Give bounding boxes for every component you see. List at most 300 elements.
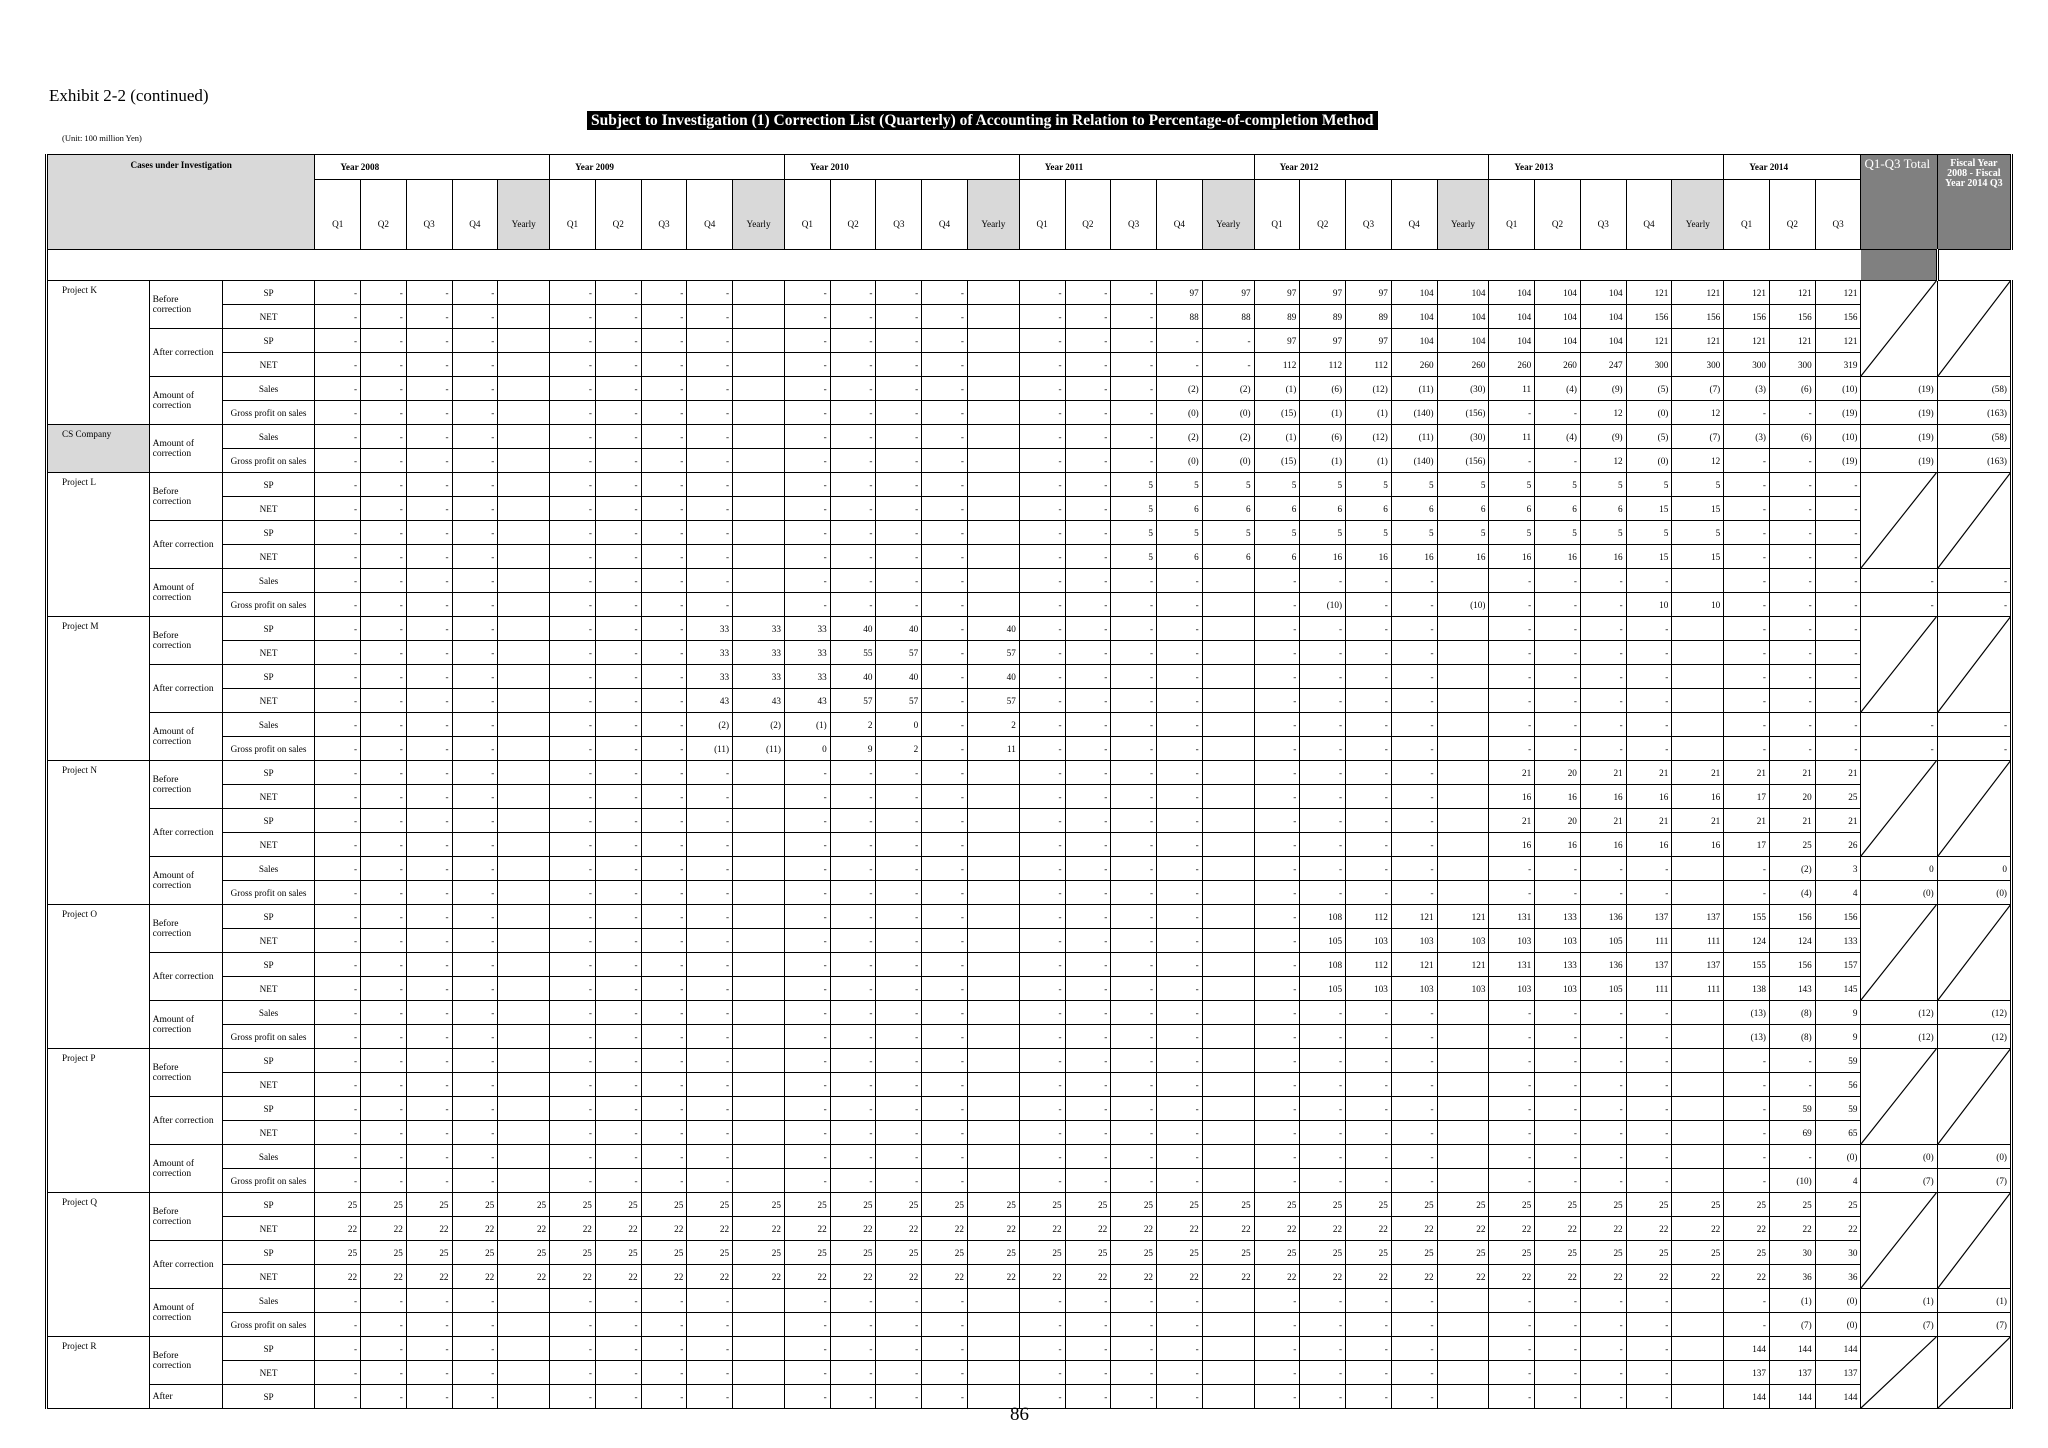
value-cell: - <box>922 1121 968 1145</box>
value-cell: 43 <box>733 689 785 713</box>
value-cell: - <box>1626 689 1672 713</box>
value-cell: - <box>361 1385 407 1409</box>
value-cell: (140) <box>1391 449 1437 473</box>
value-cell <box>1672 1385 1724 1409</box>
value-cell: - <box>1580 1097 1626 1121</box>
value-cell: - <box>1815 545 1861 569</box>
stage-label: Before correction <box>149 1337 222 1385</box>
value-cell: 260 <box>1489 353 1535 377</box>
value-cell: 300 <box>1724 353 1770 377</box>
value-cell: - <box>452 521 498 545</box>
value-cell: - <box>452 1313 498 1337</box>
value-cell: 21 <box>1769 809 1815 833</box>
value-cell: - <box>830 425 876 449</box>
value-cell: - <box>315 1169 361 1193</box>
value-cell: - <box>452 953 498 977</box>
value-cell: - <box>1535 569 1581 593</box>
value-cell: 25 <box>687 1193 733 1217</box>
value-cell: - <box>1300 785 1346 809</box>
value-cell: - <box>1489 857 1535 881</box>
value-cell: - <box>1065 1025 1111 1049</box>
value-cell: - <box>784 1313 830 1337</box>
value-cell: (1) <box>784 713 830 737</box>
value-cell: - <box>1391 833 1437 857</box>
value-cell: - <box>641 641 687 665</box>
metric-label: Sales <box>222 857 315 881</box>
q1q3-total-cell: (19) <box>1861 401 1937 425</box>
value-cell: 121 <box>1437 953 1489 977</box>
value-cell <box>733 1385 785 1409</box>
value-cell <box>1202 1361 1254 1385</box>
value-cell: - <box>1391 1313 1437 1337</box>
value-cell: 65 <box>1815 1121 1861 1145</box>
value-cell <box>1672 1049 1724 1073</box>
value-cell: - <box>550 881 596 905</box>
value-cell: - <box>1157 1169 1203 1193</box>
value-cell: 22 <box>967 1265 1019 1289</box>
value-cell: - <box>784 905 830 929</box>
quarter-header: Q1 <box>1489 180 1535 250</box>
value-cell: - <box>1065 857 1111 881</box>
value-cell: - <box>641 833 687 857</box>
value-cell: - <box>315 1361 361 1385</box>
value-cell: - <box>1019 1169 1065 1193</box>
value-cell: 25 <box>1672 1241 1724 1265</box>
quarter-header: Q4 <box>452 180 498 250</box>
project-name: Project O <box>47 905 150 1049</box>
value-cell: - <box>830 1169 876 1193</box>
value-cell: - <box>452 473 498 497</box>
value-cell <box>1437 1169 1489 1193</box>
value-cell: - <box>641 449 687 473</box>
value-cell: - <box>406 1073 452 1097</box>
value-cell: (10) <box>1300 593 1346 617</box>
value-cell: - <box>595 833 641 857</box>
value-cell: 22 <box>830 1265 876 1289</box>
value-cell: - <box>315 665 361 689</box>
value-cell: (30) <box>1437 377 1489 401</box>
value-cell: - <box>876 1073 922 1097</box>
value-cell: - <box>1346 593 1392 617</box>
value-cell: - <box>876 809 922 833</box>
value-cell <box>498 665 550 689</box>
value-cell: - <box>452 353 498 377</box>
value-cell: - <box>315 809 361 833</box>
value-cell: 157 <box>1815 953 1861 977</box>
table-row <box>47 665 2012 689</box>
value-cell: - <box>1626 1169 1672 1193</box>
table-row <box>47 1241 2012 1265</box>
value-cell: - <box>1580 689 1626 713</box>
value-cell: - <box>830 905 876 929</box>
table-row <box>47 977 2012 1001</box>
value-cell: - <box>361 593 407 617</box>
fiscal-total-cell: (1) <box>1937 1289 2011 1313</box>
value-cell <box>967 1289 1019 1313</box>
value-cell: 124 <box>1769 929 1815 953</box>
value-cell: 5 <box>1157 473 1203 497</box>
value-cell: 112 <box>1254 353 1300 377</box>
value-cell: - <box>830 521 876 545</box>
value-cell: - <box>922 977 968 1001</box>
value-cell: - <box>641 353 687 377</box>
value-cell: - <box>1346 761 1392 785</box>
value-cell: 22 <box>641 1217 687 1241</box>
metric-label: SP <box>222 761 315 785</box>
value-cell: - <box>452 1289 498 1313</box>
value-cell: - <box>1019 329 1065 353</box>
value-cell: - <box>315 1385 361 1409</box>
value-cell: 25 <box>1626 1241 1672 1265</box>
value-cell: - <box>1391 1337 1437 1361</box>
value-cell: - <box>315 401 361 425</box>
value-cell: 33 <box>784 665 830 689</box>
value-cell: - <box>1019 1097 1065 1121</box>
value-cell: - <box>550 329 596 353</box>
value-cell: 137 <box>1626 953 1672 977</box>
value-cell <box>498 377 550 401</box>
value-cell: - <box>1019 881 1065 905</box>
value-cell: - <box>1157 713 1203 737</box>
value-cell: 105 <box>1580 929 1626 953</box>
value-cell: 22 <box>315 1265 361 1289</box>
value-cell: - <box>687 1313 733 1337</box>
value-cell: - <box>1815 497 1861 521</box>
value-cell: - <box>830 977 876 1001</box>
value-cell: - <box>641 305 687 329</box>
value-cell: - <box>922 1097 968 1121</box>
value-cell: 103 <box>1489 929 1535 953</box>
value-cell: - <box>315 641 361 665</box>
value-cell: - <box>1346 713 1392 737</box>
value-cell: - <box>550 641 596 665</box>
value-cell <box>967 329 1019 353</box>
value-cell: 137 <box>1724 1361 1770 1385</box>
value-cell: - <box>315 953 361 977</box>
value-cell: - <box>1535 617 1581 641</box>
value-cell: - <box>361 377 407 401</box>
value-cell: - <box>1019 1289 1065 1313</box>
value-cell: 25 <box>1437 1193 1489 1217</box>
value-cell: - <box>1346 1097 1392 1121</box>
value-cell: 5 <box>1157 521 1203 545</box>
value-cell: - <box>1489 1049 1535 1073</box>
value-cell: - <box>1580 1169 1626 1193</box>
value-cell: - <box>1111 689 1157 713</box>
value-cell: 22 <box>967 1217 1019 1241</box>
value-cell: 121 <box>1815 281 1861 305</box>
diagonal-blank-cell <box>1937 761 2011 857</box>
value-cell <box>967 1361 1019 1385</box>
value-cell: - <box>1111 785 1157 809</box>
value-cell: - <box>784 977 830 1001</box>
value-cell: - <box>595 1121 641 1145</box>
value-cell: 57 <box>967 689 1019 713</box>
fiscal-total-cell: (163) <box>1937 449 2011 473</box>
value-cell: 21 <box>1672 809 1724 833</box>
value-cell: - <box>1815 617 1861 641</box>
fiscal-total-cell: (163) <box>1937 401 2011 425</box>
table-row <box>47 1025 2012 1049</box>
value-cell: 22 <box>1065 1265 1111 1289</box>
value-cell: 5 <box>1391 473 1437 497</box>
value-cell: - <box>876 857 922 881</box>
quarter-header: Q4 <box>1391 180 1437 250</box>
value-cell: - <box>452 401 498 425</box>
value-cell: - <box>1489 641 1535 665</box>
value-cell: - <box>922 473 968 497</box>
table-row <box>47 1169 2012 1193</box>
value-cell: - <box>1535 1049 1581 1073</box>
value-cell: 12 <box>1580 449 1626 473</box>
value-cell: 156 <box>1769 305 1815 329</box>
value-cell: (12) <box>1346 377 1392 401</box>
value-cell: 112 <box>1346 905 1392 929</box>
value-cell <box>733 953 785 977</box>
value-cell: 156 <box>1672 305 1724 329</box>
value-cell: 25 <box>830 1241 876 1265</box>
value-cell: - <box>361 1361 407 1385</box>
value-cell: 11 <box>967 737 1019 761</box>
value-cell: (11) <box>1391 377 1437 401</box>
value-cell: - <box>922 737 968 761</box>
value-cell: 5 <box>1626 521 1672 545</box>
value-cell: - <box>1111 953 1157 977</box>
value-cell: - <box>876 305 922 329</box>
value-cell: (12) <box>1346 425 1392 449</box>
value-cell: 97 <box>1346 281 1392 305</box>
value-cell: - <box>361 881 407 905</box>
value-cell: - <box>1019 617 1065 641</box>
cases-header: Cases under Investigation <box>47 155 315 250</box>
value-cell: - <box>1489 401 1535 425</box>
value-cell: - <box>830 1025 876 1049</box>
value-cell: - <box>1769 617 1815 641</box>
value-cell: - <box>922 593 968 617</box>
value-cell: 25 <box>876 1193 922 1217</box>
value-cell: - <box>1019 1385 1065 1409</box>
value-cell: - <box>1111 1385 1157 1409</box>
value-cell <box>498 401 550 425</box>
value-cell: - <box>361 497 407 521</box>
value-cell: 16 <box>1489 545 1535 569</box>
value-cell: - <box>452 1385 498 1409</box>
value-cell: - <box>1769 737 1815 761</box>
value-cell: - <box>687 929 733 953</box>
year-header: Year 2012 <box>1254 155 1489 180</box>
value-cell: - <box>315 593 361 617</box>
value-cell: - <box>452 617 498 641</box>
value-cell: 112 <box>1346 353 1392 377</box>
value-cell: - <box>1254 737 1300 761</box>
table-row <box>47 545 2012 569</box>
value-cell: - <box>406 377 452 401</box>
value-cell: 21 <box>1626 761 1672 785</box>
value-cell: 9 <box>1815 1001 1861 1025</box>
metric-label: SP <box>222 905 315 929</box>
value-cell <box>733 1073 785 1097</box>
value-cell: (13) <box>1724 1025 1770 1049</box>
value-cell: (0) <box>1157 401 1203 425</box>
metric-label: Sales <box>222 569 315 593</box>
value-cell: - <box>406 1361 452 1385</box>
value-cell: - <box>784 1073 830 1097</box>
value-cell: - <box>1111 401 1157 425</box>
value-cell: 25 <box>1300 1193 1346 1217</box>
value-cell: - <box>922 545 968 569</box>
value-cell: - <box>406 929 452 953</box>
table-row <box>47 953 2012 977</box>
value-cell: - <box>452 905 498 929</box>
value-cell: - <box>595 977 641 1001</box>
value-cell: 25 <box>1535 1193 1581 1217</box>
value-cell: - <box>687 377 733 401</box>
value-cell: - <box>1346 1289 1392 1313</box>
value-cell: 25 <box>1346 1241 1392 1265</box>
value-cell <box>498 1049 550 1073</box>
value-cell: 137 <box>1672 953 1724 977</box>
value-cell: - <box>1065 281 1111 305</box>
value-cell: - <box>1580 1073 1626 1097</box>
value-cell: 97 <box>1300 281 1346 305</box>
value-cell: - <box>550 1073 596 1097</box>
value-cell: 9 <box>830 737 876 761</box>
value-cell: - <box>406 425 452 449</box>
value-cell: - <box>452 833 498 857</box>
value-cell: 15 <box>1672 545 1724 569</box>
value-cell: (2) <box>1157 377 1203 401</box>
value-cell: - <box>315 1049 361 1073</box>
value-cell: 26 <box>1815 833 1861 857</box>
value-cell: 25 <box>361 1193 407 1217</box>
value-cell: - <box>1391 761 1437 785</box>
value-cell: - <box>1065 881 1111 905</box>
value-cell <box>1672 1313 1724 1337</box>
value-cell: - <box>1019 1337 1065 1361</box>
value-cell: 6 <box>1157 497 1203 521</box>
value-cell: - <box>406 1145 452 1169</box>
value-cell <box>1672 1337 1724 1361</box>
quarter-header: Q1 <box>550 180 596 250</box>
value-cell: - <box>1111 737 1157 761</box>
quarter-header: Q1 <box>784 180 830 250</box>
value-cell <box>1672 665 1724 689</box>
value-cell: 25 <box>830 1193 876 1217</box>
value-cell: (0) <box>1202 449 1254 473</box>
value-cell: - <box>922 377 968 401</box>
value-cell: 25 <box>1202 1241 1254 1265</box>
exhibit-label: Exhibit 2-2 (continued) <box>49 86 209 105</box>
value-cell: - <box>1254 905 1300 929</box>
value-cell: - <box>1391 881 1437 905</box>
value-cell: - <box>641 497 687 521</box>
value-cell: (11) <box>687 737 733 761</box>
value-cell: - <box>1626 1001 1672 1025</box>
value-cell: - <box>1580 1049 1626 1073</box>
value-cell: - <box>550 689 596 713</box>
value-cell: - <box>361 401 407 425</box>
value-cell <box>498 785 550 809</box>
value-cell: - <box>1626 1289 1672 1313</box>
value-cell: 33 <box>687 665 733 689</box>
value-cell: - <box>1065 1169 1111 1193</box>
value-cell: 300 <box>1769 353 1815 377</box>
value-cell: 260 <box>1535 353 1581 377</box>
value-cell: - <box>1065 665 1111 689</box>
value-cell: - <box>1580 1001 1626 1025</box>
value-cell: 5 <box>1300 521 1346 545</box>
value-cell: - <box>784 545 830 569</box>
value-cell: - <box>641 1385 687 1409</box>
value-cell: (1) <box>1254 377 1300 401</box>
value-cell: 6 <box>1300 497 1346 521</box>
table-row <box>47 1121 2012 1145</box>
value-cell <box>1202 737 1254 761</box>
value-cell: - <box>922 953 968 977</box>
value-cell: 156 <box>1769 953 1815 977</box>
stage-label: After correction <box>149 1241 222 1289</box>
value-cell: - <box>641 737 687 761</box>
value-cell: - <box>550 1337 596 1361</box>
value-cell: - <box>641 1097 687 1121</box>
value-cell: - <box>1111 593 1157 617</box>
value-cell: - <box>1769 1073 1815 1097</box>
value-cell: 16 <box>1489 785 1535 809</box>
stage-label: Before correction <box>149 761 222 809</box>
value-cell: 97 <box>1157 281 1203 305</box>
value-cell: - <box>1391 617 1437 641</box>
value-cell: - <box>1489 1025 1535 1049</box>
value-cell: 9 <box>1815 1025 1861 1049</box>
value-cell: (19) <box>1815 449 1861 473</box>
value-cell: (8) <box>1769 1025 1815 1049</box>
value-cell: - <box>595 1025 641 1049</box>
value-cell: - <box>1535 713 1581 737</box>
value-cell: 103 <box>1437 977 1489 1001</box>
value-cell: 21 <box>1489 761 1535 785</box>
value-cell: - <box>1580 1121 1626 1145</box>
value-cell: 137 <box>1815 1361 1861 1385</box>
value-cell: 5 <box>1111 521 1157 545</box>
metric-label: Gross profit on sales <box>222 593 315 617</box>
value-cell: - <box>595 1001 641 1025</box>
value-cell: - <box>1111 1313 1157 1337</box>
metric-label: Sales <box>222 1289 315 1313</box>
value-cell: 25 <box>641 1241 687 1265</box>
value-cell: - <box>1019 665 1065 689</box>
value-cell: 22 <box>452 1265 498 1289</box>
diagonal-blank-cell <box>1937 1337 2011 1409</box>
value-cell: - <box>687 1361 733 1385</box>
value-cell: 22 <box>1157 1265 1203 1289</box>
value-cell: 111 <box>1626 977 1672 1001</box>
value-cell: - <box>361 641 407 665</box>
value-cell: - <box>1580 665 1626 689</box>
value-cell: 104 <box>1535 329 1581 353</box>
value-cell: - <box>1065 761 1111 785</box>
diagonal-blank-cell <box>1861 617 1937 713</box>
value-cell: 22 <box>1672 1265 1724 1289</box>
value-cell: - <box>1580 881 1626 905</box>
value-cell: - <box>1489 1313 1535 1337</box>
value-cell: 17 <box>1724 785 1770 809</box>
value-cell: 22 <box>1724 1217 1770 1241</box>
value-cell: - <box>830 1097 876 1121</box>
value-cell: 22 <box>1202 1217 1254 1241</box>
project-name: Project P <box>47 1049 150 1193</box>
value-cell: - <box>641 1289 687 1313</box>
value-cell: - <box>784 377 830 401</box>
